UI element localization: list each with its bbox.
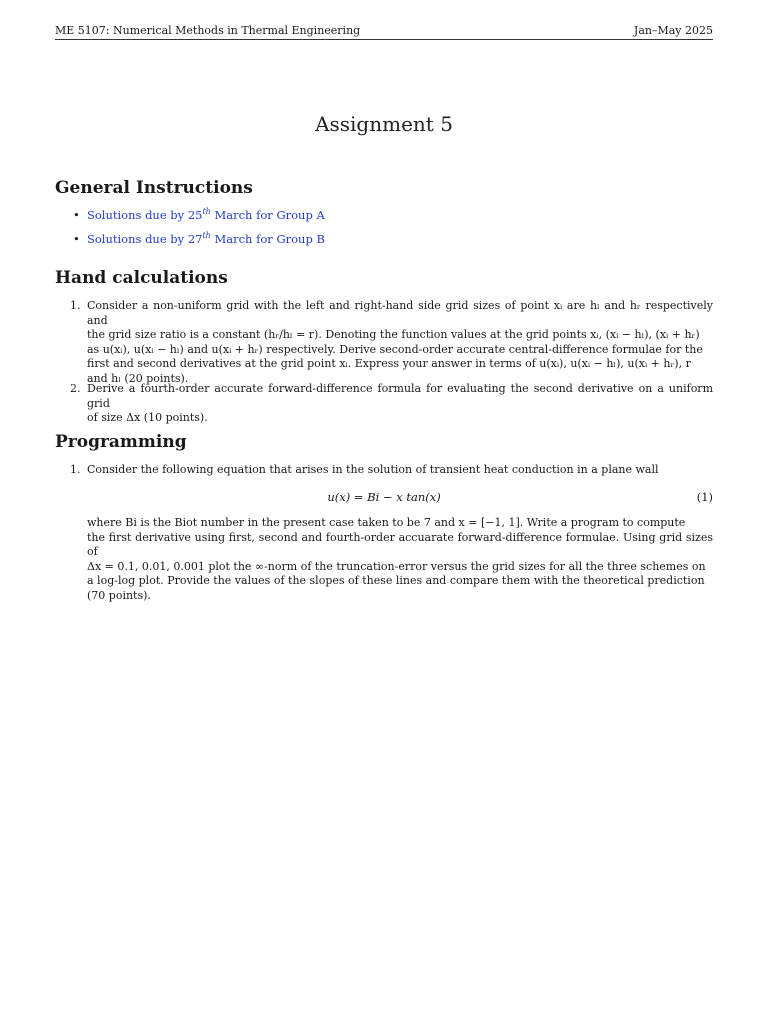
header-rule — [55, 39, 713, 40]
text-line: the first derivative using first, second and fourth-order accuarate forward-difference formulae. Using grid sizes of — [87, 530, 713, 558]
section-heading-hand-calculations: Hand calculations — [55, 268, 228, 288]
page-title: Assignment 5 — [315, 112, 453, 136]
item-number: 1. — [70, 463, 81, 476]
section-heading-programming: Programming — [55, 432, 187, 452]
text-line: a log-log plot. Provide the values of the slopes of these lines and compare them with the theoretical prediction — [87, 574, 705, 587]
text-line: Consider a non-uniform grid with the left and right-hand side grid sizes of point xᵢ are hₗ and hᵣ respectively and — [87, 299, 713, 327]
text-line: the grid size ratio is a constant (hᵣ/hₗ = r). Denoting the function values at the grid points xᵢ, (xᵢ − hₗ), (xᵢ + hᵣ) — [87, 328, 700, 341]
problem-text — [87, 299, 713, 386]
problem-intro: Consider the following equation that arises in the solution of transient heat conduction in a plane wall — [87, 463, 659, 476]
text-line: first and second derivatives at the grid point xᵢ. Express your answer in terms of u(xᵢ), u(xᵢ − hₗ), u(xᵢ + hᵣ), r — [87, 357, 691, 370]
list-item — [73, 231, 325, 247]
text-line: where Bi is the Biot number in the present case taken to be 7 and x = [−1, 1]. Write a program to compute — [87, 516, 686, 529]
text-line: of size Δx (10 points). — [87, 411, 208, 424]
term-label: Jan–May 2025 — [633, 24, 713, 37]
equation-number: (1) — [696, 490, 713, 504]
text-line: Derive a fourth-order accurate forward-difference formula for evaluating the second derivative on a uniform grid — [87, 382, 713, 410]
item-number: 2. — [70, 382, 81, 395]
due-date-link[interactable]: Solutions due by 25th March for Group A — [87, 207, 325, 222]
running-header — [55, 23, 713, 39]
bullet-icon: • — [73, 208, 80, 222]
problem-text — [87, 516, 713, 603]
equation-expression: u(x) = Bi − x tan(x) — [327, 490, 441, 504]
text-line: and hₗ (20 points). — [87, 371, 189, 385]
item-number: 1. — [70, 299, 81, 312]
text-line: (70 points). — [87, 588, 151, 602]
equation — [55, 489, 713, 505]
text-line: Δx = 0.1, 0.01, 0.001 plot the ∞-norm of the truncation-error versus the grid sizes for all the three schemes on — [87, 559, 706, 573]
due-date-link[interactable]: Solutions due by 27th March for Group B — [87, 231, 325, 246]
section-heading-general-instructions: General Instructions — [55, 178, 253, 198]
problem-text — [87, 382, 713, 426]
course-title: ME 5107: Numerical Methods in Thermal Engineering — [55, 24, 361, 37]
text-line: as u(xᵢ), u(xᵢ − hₗ) and u(xᵢ + hᵣ) respectively. Derive second-order accurate central-difference formulae for the — [87, 342, 703, 356]
bullet-icon: • — [73, 232, 80, 246]
list-item — [73, 207, 325, 223]
